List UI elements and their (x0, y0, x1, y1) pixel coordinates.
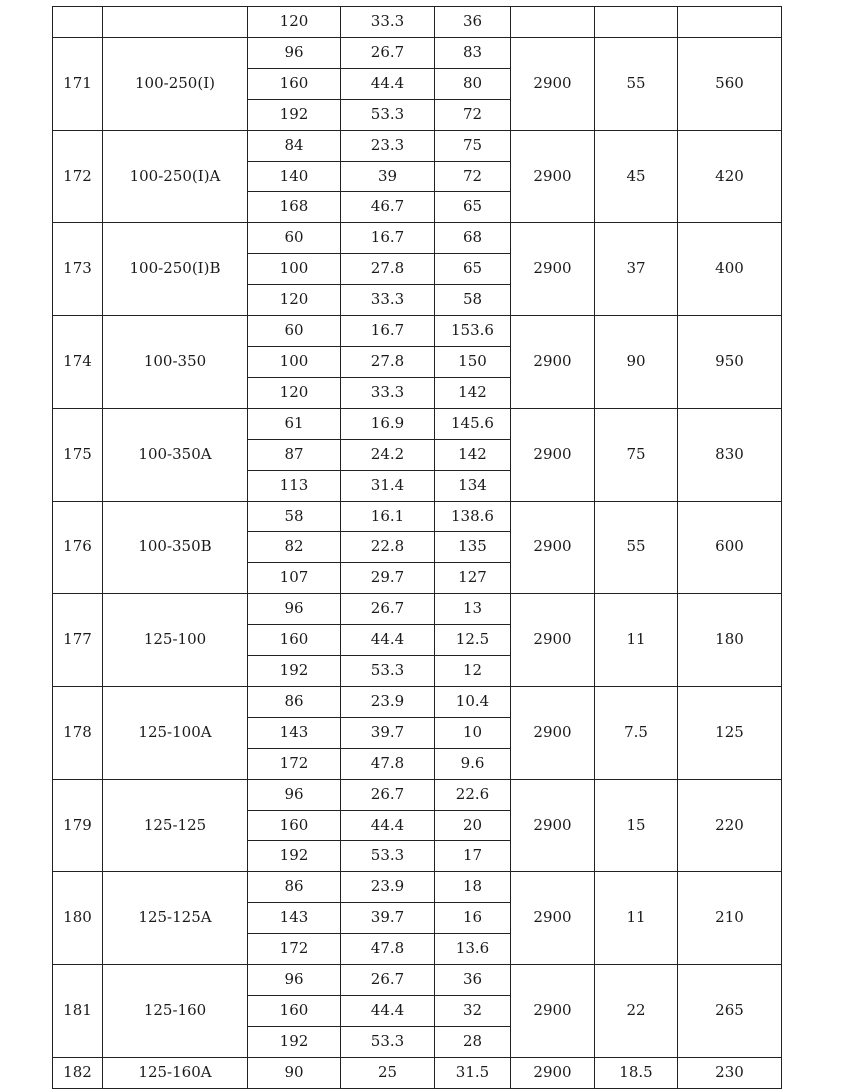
cell-no: 178 (53, 686, 103, 779)
cell-weight: 600 (678, 501, 782, 594)
cell-no: 181 (53, 965, 103, 1058)
table-row (53, 872, 782, 903)
cell-flow-ls: 23.9 (341, 686, 435, 717)
cell-power: 18.5 (595, 1057, 678, 1088)
cell-power: 11 (595, 872, 678, 965)
cell-flow-ls: 53.3 (341, 656, 435, 687)
cell-head-m: 22.6 (435, 779, 511, 810)
cell-flow-m3h: 86 (248, 686, 341, 717)
cell-model: 100-350 (103, 316, 248, 409)
cell-flow-m3h: 192 (248, 1026, 341, 1057)
cell-flow-m3h: 120 (248, 377, 341, 408)
cell-weight: 950 (678, 316, 782, 409)
cell-model: 125-125A (103, 872, 248, 965)
cell-flow-m3h: 90 (248, 1057, 341, 1088)
cell-head-m: 153.6 (435, 316, 511, 347)
cell-power (595, 7, 678, 38)
cell-no: 173 (53, 223, 103, 316)
cell-head-m: 12.5 (435, 625, 511, 656)
cell-flow-m3h: 160 (248, 68, 341, 99)
cell-head-m: 10 (435, 717, 511, 748)
cell-head-m: 17 (435, 841, 511, 872)
cell-flow-ls: 47.8 (341, 934, 435, 965)
cell-head-m: 10.4 (435, 686, 511, 717)
cell-flow-m3h: 192 (248, 656, 341, 687)
cell-flow-ls: 23.3 (341, 130, 435, 161)
cell-head-m: 145.6 (435, 408, 511, 439)
cell-head-m: 9.6 (435, 748, 511, 779)
cell-head-m: 127 (435, 563, 511, 594)
cell-head-m: 36 (435, 7, 511, 38)
cell-flow-m3h: 168 (248, 192, 341, 223)
cell-model: 125-100A (103, 686, 248, 779)
cell-no: 182 (53, 1057, 103, 1088)
cell-flow-m3h: 96 (248, 594, 341, 625)
cell-flow-ls: 24.2 (341, 439, 435, 470)
cell-flow-ls: 44.4 (341, 996, 435, 1027)
cell-flow-m3h: 143 (248, 903, 341, 934)
cell-flow-m3h: 120 (248, 7, 341, 38)
cell-flow-ls: 16.9 (341, 408, 435, 439)
pump-spec-table (52, 6, 782, 1089)
table-row (53, 1057, 782, 1088)
cell-flow-ls: 53.3 (341, 1026, 435, 1057)
table-row (53, 501, 782, 532)
cell-head-m: 13 (435, 594, 511, 625)
cell-head-m: 13.6 (435, 934, 511, 965)
cell-head-m: 142 (435, 439, 511, 470)
cell-flow-m3h: 160 (248, 625, 341, 656)
cell-speed (511, 7, 595, 38)
cell-speed: 2900 (511, 779, 595, 872)
cell-flow-ls: 47.8 (341, 748, 435, 779)
cell-flow-m3h: 100 (248, 346, 341, 377)
cell-flow-m3h: 96 (248, 779, 341, 810)
cell-flow-ls: 26.7 (341, 965, 435, 996)
cell-weight: 230 (678, 1057, 782, 1088)
cell-flow-m3h: 107 (248, 563, 341, 594)
cell-flow-m3h: 87 (248, 439, 341, 470)
cell-head-m: 72 (435, 161, 511, 192)
table-row (53, 965, 782, 996)
cell-power: 90 (595, 316, 678, 409)
cell-head-m: 72 (435, 99, 511, 130)
cell-flow-ls: 26.7 (341, 37, 435, 68)
cell-flow-ls: 22.8 (341, 532, 435, 563)
cell-weight: 560 (678, 37, 782, 130)
cell-flow-m3h: 172 (248, 748, 341, 779)
cell-head-m: 28 (435, 1026, 511, 1057)
cell-head-m: 142 (435, 377, 511, 408)
cell-head-m: 68 (435, 223, 511, 254)
cell-power: 7.5 (595, 686, 678, 779)
cell-model: 125-160A (103, 1057, 248, 1088)
cell-head-m: 31.5 (435, 1057, 511, 1088)
cell-flow-m3h: 140 (248, 161, 341, 192)
cell-weight: 210 (678, 872, 782, 965)
cell-flow-ls: 16.7 (341, 316, 435, 347)
cell-power: 55 (595, 501, 678, 594)
cell-model: 100-250(I)A (103, 130, 248, 223)
cell-flow-ls: 33.3 (341, 285, 435, 316)
cell-weight: 420 (678, 130, 782, 223)
cell-model (103, 7, 248, 38)
table-body (53, 7, 782, 1089)
cell-speed: 2900 (511, 872, 595, 965)
cell-weight: 125 (678, 686, 782, 779)
cell-flow-ls: 33.3 (341, 7, 435, 38)
cell-model: 125-160 (103, 965, 248, 1058)
cell-no: 176 (53, 501, 103, 594)
cell-weight: 220 (678, 779, 782, 872)
cell-flow-m3h: 96 (248, 37, 341, 68)
cell-head-m: 80 (435, 68, 511, 99)
cell-flow-ls: 16.7 (341, 223, 435, 254)
cell-flow-ls: 44.4 (341, 68, 435, 99)
cell-head-m: 75 (435, 130, 511, 161)
cell-flow-m3h: 113 (248, 470, 341, 501)
cell-flow-m3h: 60 (248, 223, 341, 254)
cell-no: 171 (53, 37, 103, 130)
cell-head-m: 134 (435, 470, 511, 501)
cell-flow-m3h: 82 (248, 532, 341, 563)
cell-flow-ls: 44.4 (341, 810, 435, 841)
cell-flow-ls: 16.1 (341, 501, 435, 532)
table-row (53, 779, 782, 810)
table-row (53, 37, 782, 68)
cell-model: 125-100 (103, 594, 248, 687)
cell-head-m: 16 (435, 903, 511, 934)
cell-head-m: 18 (435, 872, 511, 903)
cell-head-m: 135 (435, 532, 511, 563)
cell-flow-ls: 46.7 (341, 192, 435, 223)
cell-flow-ls: 23.9 (341, 872, 435, 903)
table-row (53, 316, 782, 347)
cell-power: 75 (595, 408, 678, 501)
table-row (53, 408, 782, 439)
cell-speed: 2900 (511, 223, 595, 316)
cell-model: 100-350A (103, 408, 248, 501)
cell-speed: 2900 (511, 130, 595, 223)
cell-flow-m3h: 143 (248, 717, 341, 748)
cell-no: 177 (53, 594, 103, 687)
cell-head-m: 58 (435, 285, 511, 316)
cell-flow-m3h: 192 (248, 99, 341, 130)
cell-flow-ls: 33.3 (341, 377, 435, 408)
cell-speed: 2900 (511, 501, 595, 594)
cell-power: 22 (595, 965, 678, 1058)
cell-flow-ls: 26.7 (341, 594, 435, 625)
continuation-row (53, 7, 782, 38)
cell-flow-m3h: 120 (248, 285, 341, 316)
cell-head-m: 32 (435, 996, 511, 1027)
cell-head-m: 65 (435, 192, 511, 223)
cell-power: 15 (595, 779, 678, 872)
cell-head-m: 12 (435, 656, 511, 687)
cell-speed: 2900 (511, 316, 595, 409)
cell-head-m: 138.6 (435, 501, 511, 532)
cell-flow-m3h: 160 (248, 996, 341, 1027)
cell-weight: 265 (678, 965, 782, 1058)
table-row (53, 223, 782, 254)
cell-no: 174 (53, 316, 103, 409)
cell-speed: 2900 (511, 1057, 595, 1088)
cell-flow-ls: 29.7 (341, 563, 435, 594)
cell-head-m: 83 (435, 37, 511, 68)
cell-flow-ls: 39 (341, 161, 435, 192)
cell-flow-m3h: 172 (248, 934, 341, 965)
cell-model: 125-125 (103, 779, 248, 872)
cell-flow-ls: 53.3 (341, 841, 435, 872)
cell-flow-ls: 26.7 (341, 779, 435, 810)
cell-flow-ls: 53.3 (341, 99, 435, 130)
cell-no: 179 (53, 779, 103, 872)
cell-no: 180 (53, 872, 103, 965)
cell-model: 100-250(I)B (103, 223, 248, 316)
cell-weight: 830 (678, 408, 782, 501)
cell-model: 100-350B (103, 501, 248, 594)
cell-speed: 2900 (511, 408, 595, 501)
cell-no: 172 (53, 130, 103, 223)
cell-flow-m3h: 84 (248, 130, 341, 161)
cell-flow-ls: 27.8 (341, 254, 435, 285)
table-row (53, 686, 782, 717)
cell-flow-ls: 44.4 (341, 625, 435, 656)
cell-flow-ls: 25 (341, 1057, 435, 1088)
cell-flow-m3h: 60 (248, 316, 341, 347)
cell-power: 37 (595, 223, 678, 316)
cell-power: 55 (595, 37, 678, 130)
cell-weight (678, 7, 782, 38)
cell-flow-ls: 39.7 (341, 903, 435, 934)
cell-flow-ls: 39.7 (341, 717, 435, 748)
cell-head-m: 20 (435, 810, 511, 841)
cell-flow-m3h: 86 (248, 872, 341, 903)
cell-flow-ls: 31.4 (341, 470, 435, 501)
cell-model: 100-250(I) (103, 37, 248, 130)
table-row (53, 130, 782, 161)
cell-flow-m3h: 192 (248, 841, 341, 872)
cell-head-m: 65 (435, 254, 511, 285)
cell-flow-m3h: 58 (248, 501, 341, 532)
cell-no (53, 7, 103, 38)
cell-flow-ls: 27.8 (341, 346, 435, 377)
cell-flow-m3h: 96 (248, 965, 341, 996)
cell-no: 175 (53, 408, 103, 501)
cell-weight: 400 (678, 223, 782, 316)
cell-speed: 2900 (511, 965, 595, 1058)
cell-power: 11 (595, 594, 678, 687)
cell-power: 45 (595, 130, 678, 223)
cell-flow-m3h: 100 (248, 254, 341, 285)
cell-speed: 2900 (511, 37, 595, 130)
cell-speed: 2900 (511, 594, 595, 687)
cell-head-m: 36 (435, 965, 511, 996)
table-row (53, 594, 782, 625)
cell-weight: 180 (678, 594, 782, 687)
cell-flow-m3h: 61 (248, 408, 341, 439)
cell-flow-m3h: 160 (248, 810, 341, 841)
cell-speed: 2900 (511, 686, 595, 779)
cell-head-m: 150 (435, 346, 511, 377)
